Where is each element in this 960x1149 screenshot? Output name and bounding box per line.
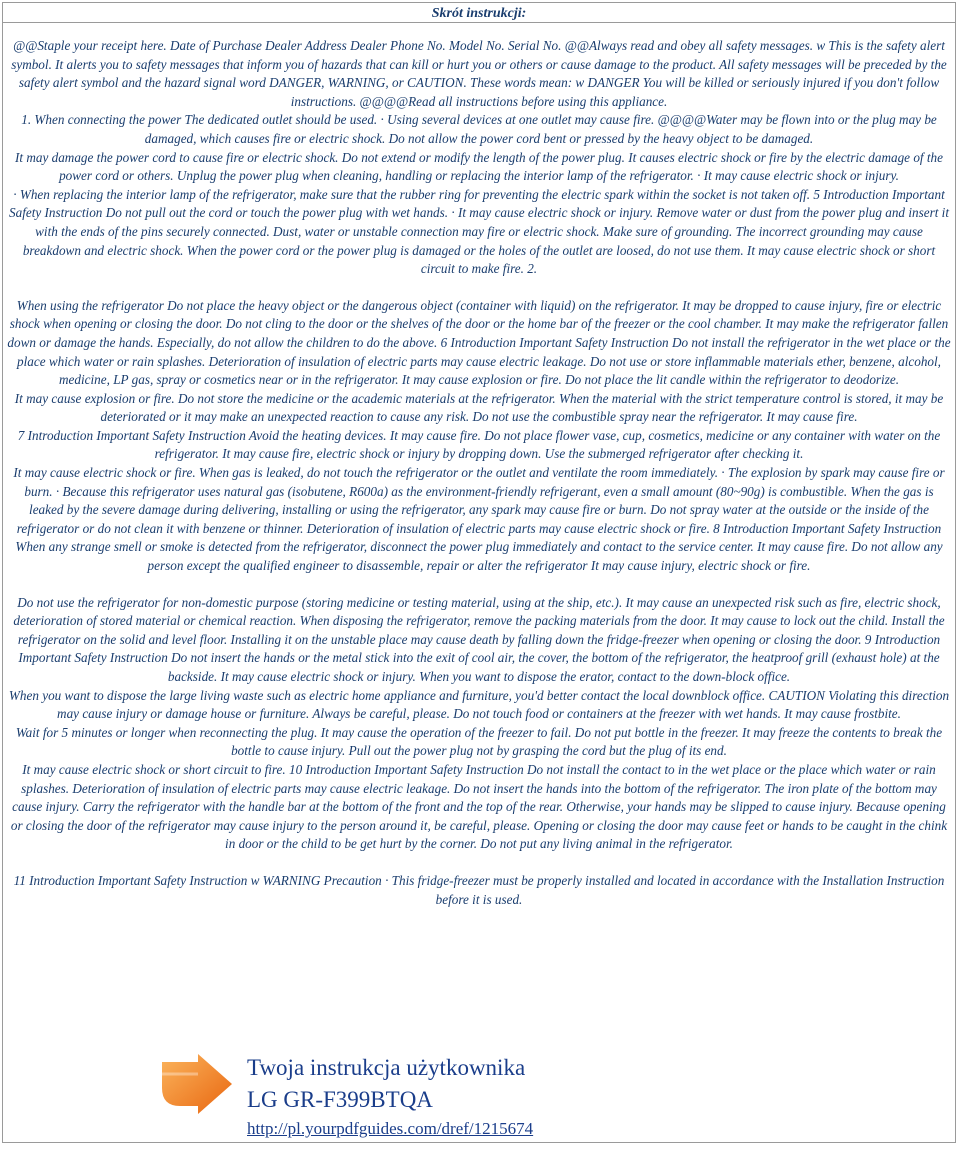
paragraph: 11 Introduction Important Safety Instruction w WARNING Precaution · This fridge-freezer must be properly installed and located in accordance with the Installation Instruction before it is used. [13,872,945,907]
footer-banner [3,1049,955,1143]
header-title: Skrót instrukcji: [431,6,527,21]
paragraph: @@Staple your receipt here. Date of Purchase Dealer Address Dealer Phone No. Model No. Serial No. @@Always read and obey all safety messages. w This is the safety alert symbol. It alerts you to safety messages that inform you of hazards that can kill or hurt you or others or cause damage to the product. All safety messages will be preceded by the safety alert symbol and the hazard signal word DANGER, WARNING, or CAUTION. These words mean: w DANGER You will be killed or seriously injured if you don't follow instructions. @@@@Read all instructions before using this appliance. [11,38,947,109]
paragraph: Do not use the refrigerator for non-domestic purpose (storing medicine or testing material, using at the ship, etc.). It may cause an unexpected risk such as fire, electric shock, deterioration of stored material or chemical reaction. When disposing the refrigerator, remove the packing materials from the door. It may cause to lock out the child. Install the refrigerator on the solid and level floor. Installing it on the unstable place may cause death by falling down the fridge-freezer when opening or closing the door. 9 Introduction Important Safety Instruction Do not insert the hands or the metal stick into the exit of cool air, the cover, the bottom of the refrigerator, the heatproof grill (exhaust hole) at the backside. It may cause electric shock or injury. When you want to dispose the erator, contact to the down-block office. [13,594,945,684]
paragraph: 1. When connecting the power The dedicated outlet should be used. · Using several devices at one outlet may cause fire. @@@@Water may be flown into or the plug may be damaged, which causes fire or electric shock. Do not allow the power cord bent or pressed by the heavy object to be damaged. [21,112,937,146]
paragraph: When using the refrigerator Do not place the heavy object or the dangerous object (container with liquid) on the refrigerator. It may be dropped to cause injury, fire or electric shock when opening or closing the door. Do not cling to the door or the shelves of the door or the home bar of the freezer or the cool chamber. It may make the refrigerator fallen down or damage the hands. Especially, do not allow the children to do the above. 6 Introduction Important Safety Instruction Do not install the refrigerator in the wet place or the place which water or rain splashes. Deterioration of insulation of electric parts may cause electric leakage. Do not use or store inflammable materials ether, benzene, alcohol, medicine, LP gas, spray or cosmetics near or in the refrigerator. It may cause explosion or fire. Do not place the lit candle within the refrigerator to deodorize. [7,297,951,388]
model-name: LG GR-F399BTQA [247,1087,433,1112]
paragraph: It may damage the power cord to cause fire or electric shock. Do not extend or modify the length of the power plug. It causes electric shock or fire by the electric damage of the power cord or others. Unplug the power plug when cleaning, handling or replacing the interior lamp of the refrigerator. · It may cause electric shock or injury. [14,149,944,184]
manual-link[interactable]: http://pl.yourpdfguides.com/dref/1215674 [247,1119,534,1138]
document-body [3,23,955,909]
arrow-icon [158,1054,234,1126]
paragraph: When you want to dispose the large living waste such as electric home appliance and furniture, you'd better contact the local downblock office. CAUTION Violating this direction may cause injury or damage house or furniture. Always be careful, please. Do not touch food or containers at the freezer with wet hands. It may cause frostbite. [8,687,950,722]
paragraph: It may cause electric shock or fire. When gas is leaked, do not touch the refrigerator or the outlet and ventilate the room immediately. · The explosion by spark may cause fire or burn. · Because this refrigerator uses natural gas (isobutene, R600a) as the environment-friendly refrigerant, even a small amount (80~90g) is combustible. When the gas is leaked by the severe damage during delivering, installing or using the refrigerator, any spark may cause fire or burn. Do not spray water at the outside or the inside of the refrigerator or do not clean it with benzene or thinner. Deterioration of insulation of electric parts may cause electric shock or fire. 8 Introduction Important Safety Instruction When any strange smell or smoke is detected from the refrigerator, disconnect the power plug immediately and contact to the service center. It may cause fire. Do not allow any person except the qualified engineer to disassemble, repair or alter the refrigerator It may cause injury, electric shock or fire. [13,465,945,574]
manual-title: Twoja instrukcja użytkownika [247,1055,526,1080]
paragraph: It may cause explosion or fire. Do not store the medicine or the academic materials at the refrigerator. When the material with the strict temperature control is stored, it may be deteriorated or it may make an unexpected reaction to cause any risk. Do not use the combustible spray near the refrigerator. It may cause fire. [14,390,944,425]
paragraph: It may cause electric shock or short circuit to fire. 10 Introduction Important Safety Instruction Do not install the contact to in the wet place or the place which water or rain splashes. Deterioration of insulation of electric parts may cause electric leakage. Do not insert the hands into the bottom of the refrigerator. The iron plate of the bottom may cause injury. Carry the refrigerator with the handle bar at the bottom of the front and the top of the rear. Otherwise, your hands may be slipped to cause injury. Because opening or closing the door of the refrigerator may cause injury to the person around it, be careful, please. Opening or closing the door may cause feet or hands to be caught in the chink in door or the child to be get hurt by the corner. Do not put any living animal in the refrigerator. [10,761,948,852]
document-page [2,2,956,1143]
paragraph: Wait for 5 minutes or longer when reconnecting the plug. It may cause the operation of the freezer to fail. Do not put bottle in the freezer. It may freeze the contents to break the bottle to cause injury. Pull out the power plug not by grasping the cord but the plug of its end. [15,724,943,759]
paragraph: 7 Introduction Important Safety Instruction Avoid the heating devices. It may cause fire. Do not place flower vase, cup, cosmetics, medicine or any container with water on the refrigerator. It may cause fire, electric shock or injury by dropping down. Use the submerged refrigerator after checking it. [17,427,941,462]
paragraph: · When replacing the interior lamp of the refrigerator, make sure that the rubber ring for preventing the electric spark within the socket is not taken off. 5 Introduction Important Safety Instruction Do not pull out the cord or touch the power plug with wet hands. · It may cause electric shock or injury. Remove water or dust from the power plug and insert it with the ends of the pins securely connected. Dust, water or unstable connection may fire or electric shock. Make sure of grounding. The incorrect grounding may cause breakdown and electric shock. When the power cord or the power plug is damaged or the holes of the outlet are loosed, do not use them. It may cause electric shock or short circuit to make fire. 2. [9,186,949,277]
page-header [3,3,955,23]
